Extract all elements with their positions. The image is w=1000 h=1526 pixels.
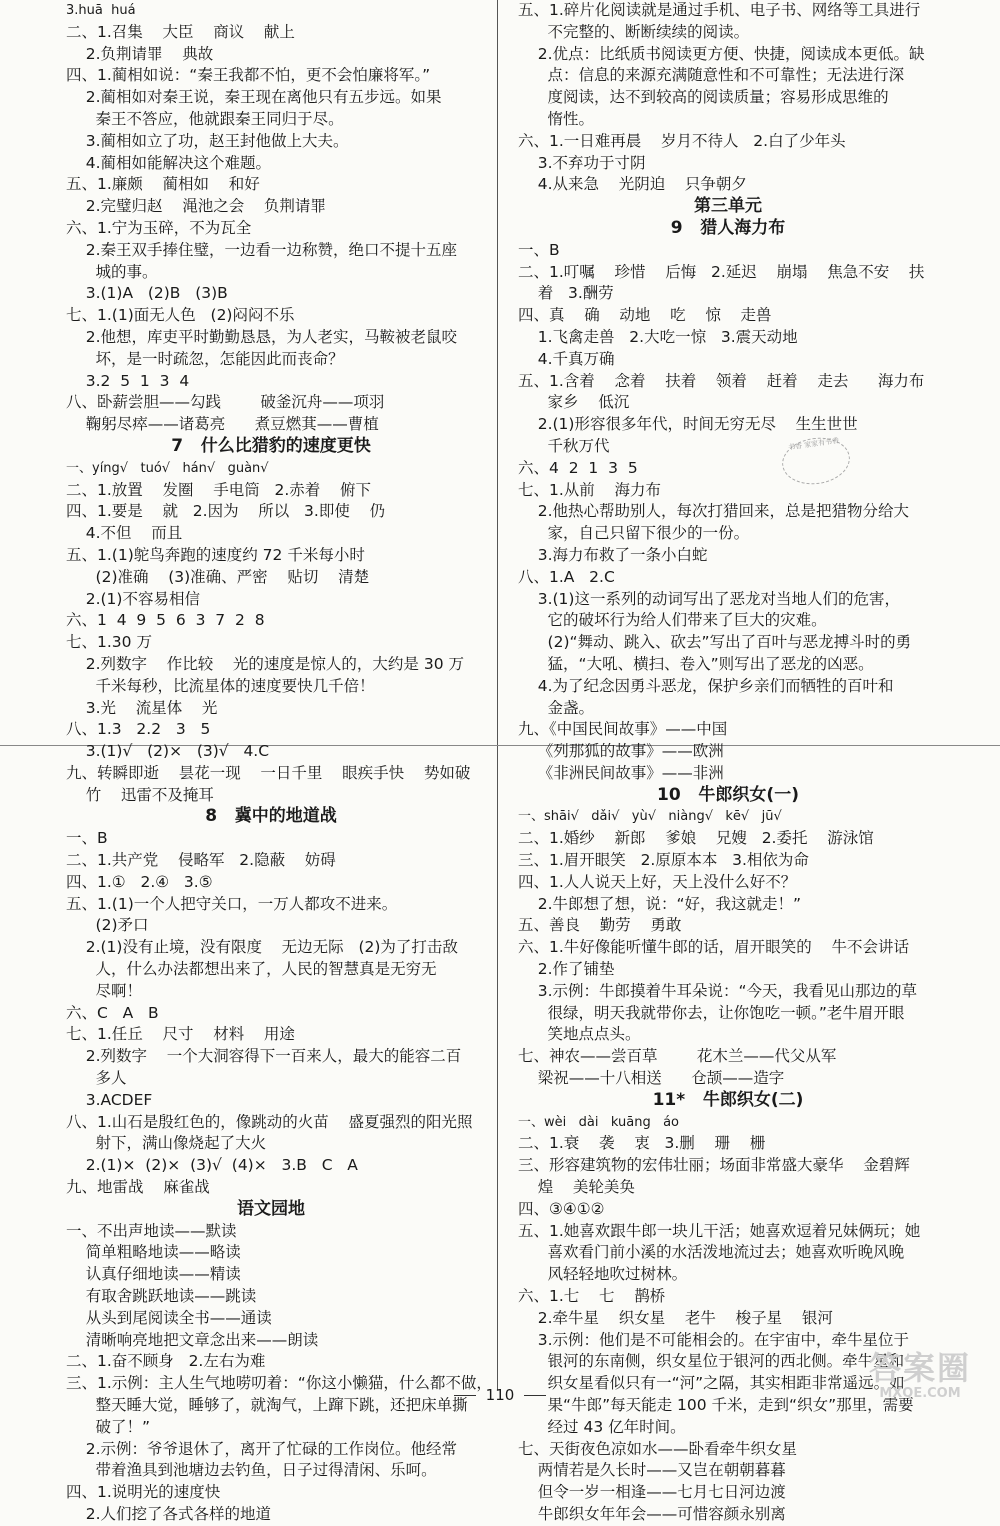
- answer-line: 笑地点点头。: [518, 1025, 641, 1044]
- answer-line: 鞠躬尽瘁——诸葛亮 煮豆燃萁——曹植: [66, 415, 379, 434]
- section-heading: 8 冀中的地道战: [205, 806, 337, 827]
- answer-line: 2.秦王双手捧住璧，一边看一边称赞，绝口不提十五座: [66, 240, 457, 259]
- answer-line: 梁祝——十八相送 仓颉——造字: [518, 1069, 785, 1088]
- stamp-seal: 书香 家家有书香: [779, 433, 853, 488]
- answer-line: 银河的东南侧，织女星位于银河的西北侧。牵牛星和: [518, 1352, 905, 1371]
- section-heading: 第三单元: [694, 196, 762, 217]
- answer-line: 4.蔺相如能解决这个难题。: [66, 153, 271, 172]
- answer-line: 五、1.碎片化阅读就是通过手机、电子书、网络等工具进行: [518, 1, 921, 19]
- answer-line: 二、1.共产党 侵略军 2.隐蔽 妨碍: [66, 851, 336, 870]
- answer-line: 九、转瞬即逝 昙花一现 一日千里 眼疾手快 势如破: [66, 763, 471, 782]
- answer-line: 《列那狐的故事》——欧洲: [518, 742, 724, 761]
- answer-line: 2.完璧归赵 渑池之会 负荆请罪: [66, 197, 326, 216]
- answer-line: 八、卧薪尝胆——勾践 破釜沉舟——项羽: [66, 393, 385, 412]
- answer-line: 1.飞禽走兽 2.大吃一惊 3.震天动地: [518, 327, 798, 346]
- answer-line: 2.人们挖了各式各样的地道: [66, 1504, 271, 1523]
- answer-line: 2.列数字 一个大洞容得下一百来人，最大的能容二百: [66, 1047, 462, 1066]
- left-column: [66, 0, 492, 1526]
- answer-line: 二、1.奋不顾身 2.左右为难: [66, 1352, 266, 1371]
- answer-line: 八、1.3 2.2 3 5: [66, 720, 211, 739]
- answer-line: 八、1.A 2.C: [518, 567, 615, 586]
- answer-line: 4.千真万确: [518, 349, 615, 368]
- answer-line: 有取舍跳跃地读——跳读: [66, 1287, 257, 1306]
- answer-line: 千米每秒，比流星体的速度要快几千倍！: [66, 676, 375, 695]
- answer-line: 三、1.眉开眼笑 2.原原本本 3.相依为命: [518, 851, 809, 870]
- answer-line: 风轻轻地吹过树林。: [518, 1265, 688, 1284]
- answer-line: 简单粗略地读——略读: [66, 1243, 241, 1262]
- answer-line: 很绿，明天我就带你去，让你饱吃一顿。”老牛眉开眼: [518, 1003, 905, 1022]
- answer-line: 九、《中国民间故事》——中国: [518, 720, 728, 739]
- answer-line: 3.示例：牛郎摸着牛耳朵说：“今天，我看见山那边的草: [518, 981, 918, 1000]
- column-divider: [497, 0, 498, 1390]
- answer-line: 3.海力布救了一条小白蛇: [518, 545, 708, 564]
- answer-line: 七、1.任丘 尺寸 材料 用途: [66, 1025, 295, 1044]
- answer-line: 3.huā huá: [66, 3, 136, 18]
- section-heading: 语文园地: [237, 1198, 305, 1219]
- answer-line: 3.蔺相如立了功，赵王封他做上大夫。: [66, 131, 349, 150]
- answer-line: 2.(1)× (2)× (3)√ (4)× 3.B C A: [66, 1156, 358, 1175]
- answer-line: 4.为了纪念因勇斗恶龙，保护乡亲们而牺牲的百叶和: [518, 676, 894, 695]
- answer-line: 千秋万代: [518, 436, 610, 455]
- answer-line: 九、地雷战 麻雀战: [66, 1178, 210, 1197]
- answer-line: 3.不弃功于寸阴: [518, 153, 646, 172]
- answer-line: 3.光 流星体 光: [66, 698, 218, 717]
- answer-line: 六、1.七 七 鹊桥: [518, 1287, 666, 1306]
- answer-line: 家，自己只留下很少的一份。: [518, 524, 750, 543]
- answer-line: 人，什么办法都想出来了，人民的智慧真是无穷无: [66, 960, 437, 979]
- answer-line: 六、4 2 1 3 5: [518, 458, 638, 477]
- answer-line: 3.ACDEF: [66, 1090, 153, 1109]
- answer-line: 着 3.酬劳: [518, 284, 614, 303]
- answer-line: 2.他热心帮助别人，每次打猎回来，总是把猎物分给大: [518, 502, 909, 521]
- page-number: [0, 1386, 1000, 1404]
- answer-line: 度阅读，达不到较高的阅读质量；容易形成思维的: [518, 88, 889, 107]
- answer-line: 一、shāi√ dǎi√ yù√ niàng√ kē√ jū√: [518, 809, 782, 825]
- answer-line: 尽啊！: [66, 981, 143, 1000]
- answer-line: 射下，满山像烧起了大火: [66, 1134, 267, 1153]
- answer-line: 七、天街夜色凉如水——卧看牵牛织女星: [518, 1439, 798, 1458]
- watermark-logo: [854, 1350, 986, 1408]
- answer-line: 2.列数字 作比较 光的速度是惊人的，大约是 30 万: [66, 654, 464, 673]
- watermark-url: MXQE.COM: [879, 1386, 961, 1401]
- answer-line: 2.优点：比纸质书阅读更方便、快捷，阅读成本更低。缺: [518, 44, 925, 63]
- answer-line: 五、1.含着 念着 扶着 领着 赶着 走去 海力布: [518, 371, 925, 390]
- answer-line: 四、真 确 动地 吃 惊 走兽: [518, 306, 772, 325]
- answer-line: 破了！”: [66, 1417, 151, 1436]
- answer-line: 八、1.山石是殷红色的，像跳动的火苗 盛夏强烈的阳光照: [66, 1112, 473, 1131]
- answer-line: 四、1.蔺相如说：“秦王我都不怕，更不会怕廉将军。”: [66, 66, 431, 85]
- answer-line: 但令一岁一相逢——七月七日河边渡: [518, 1483, 786, 1502]
- answer-line: 二、1.衰 袭 衷 3.删 珊 栅: [518, 1134, 766, 1153]
- page-number-text: 110: [485, 1386, 515, 1404]
- answer-line: 经过 43 亿年时间。: [518, 1417, 686, 1436]
- section-heading: 9 猎人海力布: [670, 217, 786, 238]
- answer-line: 五、1.(1)鸵鸟奔跑的速度约 72 千米每小时: [66, 545, 365, 564]
- answer-line: 4.不但 而且: [66, 524, 183, 543]
- right-column: [518, 0, 938, 1526]
- answer-line: 四、③④①②: [518, 1199, 605, 1218]
- answer-line: 六、1 4 9 5 6 3 7 2 8: [66, 611, 265, 630]
- answer-line: 城的事。: [66, 262, 158, 281]
- answer-line: 3.2 5 1 3 4: [66, 371, 190, 390]
- answer-line: 七、1.30 万: [66, 633, 152, 652]
- answer-line: 四、1.说明光的速度快: [66, 1483, 221, 1502]
- answer-line: 2.示例：爷爷退休了，离开了忙碌的工作岗位。他经常: [66, 1439, 457, 1458]
- answer-line: 七、神农——尝百草 花木兰——代父从军: [518, 1047, 837, 1066]
- answer-line: 3.(1)√ (2)× (3)√ 4.C: [66, 742, 270, 761]
- answer-line: 七、1.(1)面无人色 (2)闷闷不乐: [66, 306, 295, 325]
- answer-line: 2.他想，库吏平时勤勤恳恳，为人老实，马鞍被老鼠咬: [66, 327, 457, 346]
- answer-line: 2.(1)形容很多年代，时间无穷无尽 生生世世: [518, 415, 858, 434]
- answer-line: 五、1.她喜欢跟牛郎一块儿干活；她喜欢逗着兄妹俩玩；她: [518, 1221, 921, 1240]
- answer-line: 2.蔺相如对秦王说，秦王现在离他只有五步远。如果: [66, 88, 442, 107]
- answer-line: 不完整的、断断续续的阅读。: [518, 22, 750, 41]
- answer-line: 4.从来急 光阴迫 只争朝夕: [518, 175, 747, 194]
- answer-line: 果“牛郎”每天能走 100 千米，走到“织女”那里，需要: [518, 1396, 914, 1414]
- answer-line: 四、1.人人说天上好，天上没什么好不？: [518, 872, 797, 891]
- answer-line: 3.(1)这一系列的动词写出了恶龙对当地人们的危害，: [518, 589, 900, 608]
- answer-line: 二、1.放置 发圈 手电筒 2.赤着 俯下: [66, 480, 371, 499]
- answer-line: 点：信息的来源充满随意性和不可靠性；无法进行深: [518, 66, 905, 85]
- answer-line: 二、1.婚纱 新郎 爹娘 兄嫂 2.委托 游泳馆: [518, 829, 874, 848]
- answer-line: 二、1.叮嘱 珍惜 后悔 2.延迟 崩塌 焦急不安 扶: [518, 262, 925, 281]
- answer-line: 牛郎织女年年会——可惜容颜永别离: [518, 1504, 786, 1523]
- answer-line: 喜欢看门前小溪的水活泼地流过去；她喜欢听晚风晚: [518, 1243, 905, 1262]
- answer-line: 一、B: [66, 829, 108, 848]
- section-heading: 10 牛郎织女(一): [657, 784, 799, 805]
- answer-line: 六、C A B: [66, 1003, 159, 1022]
- answer-line: 整天睡大觉，睡够了，就淘气，上蹿下跳，还把床单撕: [66, 1396, 468, 1414]
- answer-line: 七、1.从前 海力布: [518, 480, 661, 499]
- answer-line: 2.牛郎想了想，说：“好，我这就走！”: [518, 894, 802, 913]
- answer-line: 《非洲民间故事》——非洲: [518, 763, 724, 782]
- answer-line: 2.(1)不容易相信: [66, 589, 200, 608]
- watermark-text: 答案圈: [868, 1349, 971, 1387]
- answer-line: 一、B: [518, 240, 560, 259]
- answer-line: 六、1.牛好像能听懂牛郎的话，眉开眼笑的 牛不会讲话: [518, 938, 909, 957]
- section-heading: 7 什么比猎豹的速度更快: [171, 435, 371, 456]
- answer-line: 它的破坏行为给人们带来了巨大的灾难。: [518, 611, 827, 630]
- answer-line: (2)准确 (3)准确、严密 贴切 清楚: [66, 567, 370, 586]
- answer-line: 竹 迅雷不及掩耳: [66, 785, 214, 804]
- answer-line: 六、1.一日难再晨 岁月不待人 2.白了少年头: [518, 131, 846, 150]
- answer-line: (2)“舞动、跳入、砍去”写出了百叶与恶龙搏斗时的勇: [518, 633, 912, 652]
- answer-line: 四、1.要是 就 2.因为 所以 3.即使 仍: [66, 502, 386, 521]
- answer-line: 两情若是久长时——又岂在朝朝暮暮: [518, 1461, 786, 1480]
- answer-line: 五、善良 勤劳 勇敢: [518, 916, 682, 935]
- answer-line: 秦王不答应，他就跟秦王同归于尽。: [66, 109, 344, 128]
- answer-line: 六、1.宁为玉碎，不为瓦全: [66, 218, 252, 237]
- answer-line: 一、wèi dài kuāng áo: [518, 1114, 680, 1130]
- answer-line: 3.示例：他们是不可能相会的。在宇宙中，牵牛星位于: [518, 1330, 909, 1349]
- answer-line: 惰性。: [518, 109, 595, 128]
- answer-line: 家乡 低沉: [518, 393, 630, 412]
- answer-line: (2)矛口: [66, 916, 149, 935]
- answer-line: 一、不出声地读——默读: [66, 1221, 237, 1240]
- answer-line: 五、1.廉颇 蔺相如 和好: [66, 175, 260, 194]
- answer-line: 2.(1)没有止境，没有限度 无边无际 (2)为了打击敌: [66, 938, 458, 957]
- answer-line: 三、1.示例：主人生气地唠叨着：“你这小懒猫，什么都不做，: [66, 1374, 492, 1393]
- answer-line: 四、1.① 2.④ 3.⑤: [66, 872, 213, 891]
- section-heading: 11* 牛郎织女(二): [652, 1089, 804, 1110]
- answer-line: 坏，是一时疏忽，怎能因此而丧命？: [66, 349, 344, 368]
- answer-line: 猛，“大吼、横扫、卷入”则写出了恶龙的凶恶。: [518, 654, 874, 673]
- answer-line: 从头到尾阅读全书——通读: [66, 1308, 272, 1327]
- answer-line: 织女星看似只有一“河”之隔，其实相距非常遥远。如: [518, 1374, 905, 1393]
- answer-line: 2.牵牛星 织女星 老牛 梭子星 银河: [518, 1308, 833, 1327]
- answer-line: 2.作了铺垫: [518, 960, 615, 979]
- answer-line: 2.负荆请罪 典故: [66, 44, 214, 63]
- answer-line: 认真仔细地读——精读: [66, 1265, 241, 1284]
- answer-line: 五、1.(1)一个人把守关口，一万人都攻不进来。: [66, 894, 398, 913]
- answer-line: 多人: [66, 1069, 127, 1088]
- answer-line: 煌 美轮美奂: [518, 1178, 635, 1197]
- answer-line: 3.(1)A (2)B (3)B: [66, 284, 228, 303]
- answer-line: 一、yíng√ tuó√ hán√ guàn√: [66, 460, 269, 476]
- answer-line: 带着渔具到池塘边去钓鱼，日子过得清闲、乐呵。: [66, 1461, 437, 1480]
- answer-line: 金盏。: [518, 698, 595, 717]
- answer-line: 二、1.召集 大臣 商议 献上: [66, 22, 295, 41]
- answer-line: 三、形容建筑物的宏伟壮丽；场面非常盛大豪华 金碧辉: [518, 1156, 910, 1175]
- answer-line: 清晰响亮地把文章念出来——朗读: [66, 1330, 319, 1349]
